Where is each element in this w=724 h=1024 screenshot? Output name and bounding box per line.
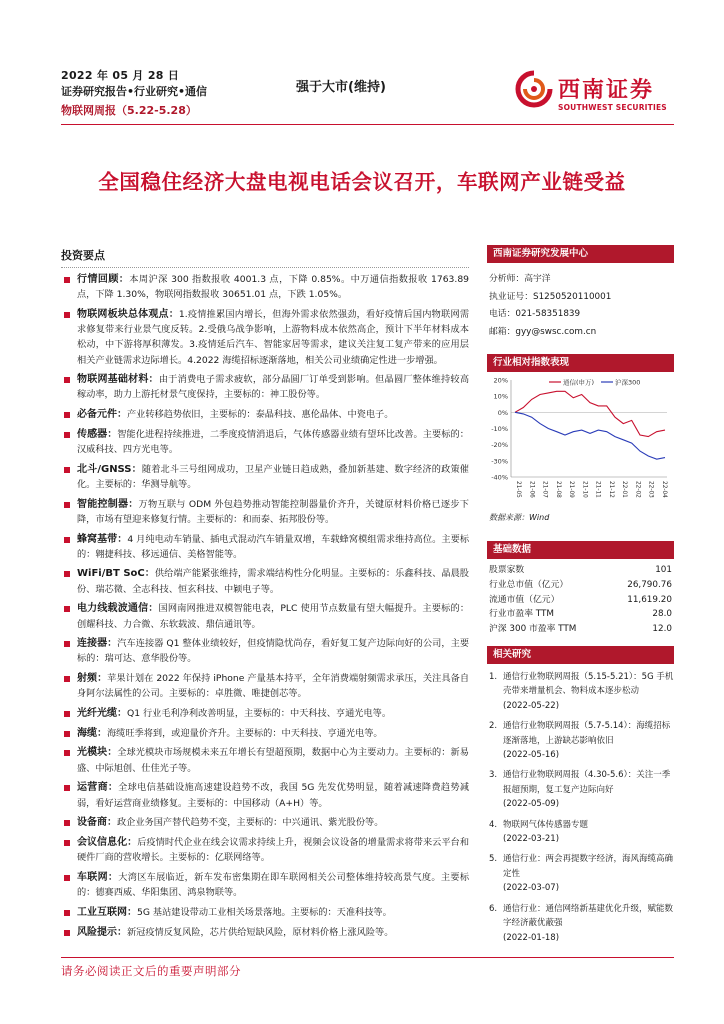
index-chart-title: 行业相对指数表现 [487,354,674,372]
industry-rating: 强于大市(维持) [296,80,386,95]
point-text: 产业转移趋势依旧，主要标的：泰晶科技、惠伦晶体、中瓷电子。 [127,409,394,421]
footer-divider [61,957,674,958]
point-item [61,870,469,900]
bullet-square-icon [64,277,70,283]
report-date: 2022 年 05 月 28 日 [61,69,180,82]
point-item [61,532,469,562]
analyst-license: 执业证号：S1250520110001 [489,291,612,302]
point-item [61,372,469,402]
basic-data-label: 流通市值（亿元） [489,594,560,605]
report-subtitle: 物联网周报（5.22-5.28） [61,104,197,117]
footer-disclaimer: 请务必阅读正文后的重要声明部分 [61,964,241,978]
bullet-square-icon [64,785,70,791]
y-tick-label: 10% [493,392,508,401]
point-item [61,745,469,775]
bullet-square-icon [64,820,70,826]
point-text: Q1 行业毛利净利改善明显，主要标的：中天科技、亨通光电等。 [127,708,392,720]
related-text: 通信行业：通信网络新基建优化升级，赋能数字经济蔽优蔽强 [503,903,674,929]
point-lead: 蜂窝基带： [77,533,128,545]
x-tick-label: 21-07 [541,481,548,498]
point-text: 后疫情时代企业在线会议需求持续上升，视频会议设备的增量需求将带来云平台和硬件厂商的营收增长。主要标的：亿联网络等。 [77,837,470,864]
basic-data-title: 基础数据 [487,541,674,559]
related-number: 5. [489,854,498,865]
report-path: 证券研究报告•行业研究•通信 [61,85,208,98]
point-item [61,427,469,457]
bullet-square-icon [64,676,70,682]
related-date: (2022-01-18) [503,932,560,943]
y-tick-label: -20% [491,441,508,450]
bullet-square-icon [64,750,70,756]
point-text: 新冠疫情反复风险，芯片供给短缺风险，原材料价格上涨风险等。 [127,926,394,938]
bullet-square-icon [64,467,70,473]
basic-data-table [487,563,674,637]
related-text: 通信行业物联网周报（4.30-5.6）：关注一季报超预期，复工复产边际向好 [503,770,671,795]
point-lead: 必备元件： [77,409,127,421]
point-item [61,307,469,368]
point-text: 汽车连接器 Q1 整体业绩较好，但疫情隐忧尚存，看好复工复产边际向好的公司，主要标的：瑞可达、意华股份等。 [77,638,470,665]
related-box [487,646,674,951]
point-text: 万物互联与 ODM 外包趋势推动智能控制器量价齐升，关键原材料价格已逐步下降，市场有望迎来修复行情。主要标的：和而泰、拓邦股份等。 [77,498,469,525]
point-lead: 传感器： [77,428,118,440]
point-text: 5G 基站建设带动工业相关场景落地。主要标的：天准科技等。 [137,906,392,918]
bullet-square-icon [64,571,70,577]
logo-text-en: SOUTHWEST SECURITIES [558,103,667,112]
company-logo [514,67,674,119]
chart-source: 数据来源：Wind [489,513,550,522]
index-chart-svg [487,372,674,512]
basic-data-value: 101 [655,565,672,575]
related-item[interactable] [487,902,674,945]
point-lead: 光纤光缆： [77,708,127,720]
logo-swirl-icon [514,69,554,109]
point-item [61,815,469,830]
bullet-square-icon [64,377,70,383]
related-date: (2022-05-16) [503,750,560,761]
basic-data-row [487,578,674,593]
x-tick-label: 21-08 [554,481,561,498]
index-title-box [487,354,674,372]
point-lead: 运营商： [77,782,119,794]
basic-data-row [487,593,674,608]
legend-label: 通信(申万) [563,378,595,387]
bullet-square-icon [64,502,70,508]
header-divider [61,124,674,125]
point-text: 4 月纯电动车销量、插电式混动汽车销量双增，车载蜂窝模组需求维持高位。主要标的：翱捷科技、移远通信、美格智能等。 [77,533,470,560]
related-text: 通信行业：两会再提数字经济，海风海缆高确定性 [503,854,674,879]
y-tick-label: -40% [491,473,508,482]
related-text: 通信行业物联网周报（5.7-5.14）：海缆招标逐渐落地，上游缺芯影响依旧 [503,721,671,746]
related-list [487,670,674,945]
basic-data-label: 股票家数 [489,565,525,575]
basic-data-label: 行业市盈率 TTM [489,609,554,620]
point-lead: 智能控制器： [77,498,139,510]
bullet-square-icon [64,711,70,717]
point-lead: 光模块： [77,747,118,759]
point-text: 智能化进程持续推进，二季度疫情消退后，气体传感器业绩有望环比改善。主要标的：汉威科技、四方光电等。 [77,428,469,456]
bullet-square-icon [64,432,70,438]
bullet-square-icon [64,606,70,612]
point-lead: 会议信息化： [77,837,138,848]
point-text: 全球光模块市场规模未来五年增长有望超预期，数据中心为主要动力。主要标的：新易盛、中际旭创、仕佳光子等。 [77,747,469,774]
points-list [61,272,469,940]
institute-title: 西南证券研究发展中心 [487,245,674,263]
point-item [61,905,469,920]
related-number: 6. [489,903,498,914]
bullet-square-icon [64,930,70,936]
related-date: (2022-05-22) [503,700,560,711]
bullet-square-icon [64,412,70,418]
x-tick-label: 21-06 [528,481,535,498]
basic-data-row [487,622,674,637]
x-tick-label: 21-09 [568,481,575,498]
basic-data-value: 26,790.76 [627,579,672,590]
point-text: 国网南网推进双模智能电表，PLC 使用节点数量有望大幅提升。主要标的：创耀科技、力合微、东软载波、鼎信通讯等。 [77,603,470,630]
point-text: 全球电信基础设施高速建设趋势不改，我国 5G 先发优势明显，随着减速降费趋势减弱，看好运营商业绩修复。主要标的：中国移动（A+H）等。 [77,782,470,809]
related-number: 2. [489,721,498,732]
x-tick-label: 21-12 [607,481,614,498]
section-title: 投资要点 [61,246,469,268]
point-item [61,780,469,810]
point-text: 随着北斗三号组网成功，卫星产业链日趋成熟，叠加新基建、数字经济的政策催化。主要标的：华测导航等。 [77,463,469,490]
point-item [61,462,469,492]
related-text: 物联网气体传感器专题 [503,819,589,830]
bullet-square-icon [64,731,70,737]
related-date: (2022-05-09) [503,799,560,810]
x-tick-label: 22-02 [634,481,641,498]
y-tick-label: 20% [493,376,508,385]
basic-data-value: 12.0 [652,624,672,635]
related-number: 1. [489,672,498,682]
point-text: 本周沪深 300 指数报收 4001.3 点，下降 0.85%。中万通信指数报收 1763.89 点，下降 1.30%，物联网指数报收 30651.01 点，下跌 1.05%。 [77,274,470,301]
institute-box [487,245,674,341]
related-text: 通信行业物联网周报（5.15-5.21）：5G 手机壳带来增量机会、物料成本逐步松动 [503,672,674,697]
point-text: 大湾区车展临近，新车发布密集期在即车联网相关公司整体维持较高景气度。主要标的：德赛西威、华阳集团、鸿泉物联等。 [77,871,470,899]
related-item[interactable] [487,768,674,811]
basic-data-label: 行业总市值（亿元） [489,579,569,590]
point-lead: 海缆： [77,727,107,739]
basic-data-row [487,563,674,578]
point-item [61,636,469,666]
point-text: 政企业务国产替代趋势不变，主要标的：中兴通讯、紫光股份等。 [117,817,384,829]
basic-data-row [487,607,674,622]
point-lead: 工业互联网： [77,906,137,918]
x-tick-label: 21-05 [515,481,521,498]
basic-data-box [487,541,674,637]
analyst-name: 分析师：高宇洋 [489,274,551,284]
basic-data-value: 28.0 [652,609,672,620]
point-item [61,566,469,596]
x-tick-label: 21-10 [581,481,588,498]
report-header [61,68,207,120]
y-tick-label: -30% [491,457,508,466]
point-lead: 风险提示： [77,926,127,938]
point-item [61,726,469,741]
point-item [61,925,469,940]
bullet-square-icon [64,537,70,543]
point-lead: 电力线载波通信： [77,603,159,615]
related-item[interactable] [487,818,674,847]
point-lead: 射频： [77,673,108,685]
point-item [61,671,469,701]
index-chart [487,372,674,512]
point-item [61,835,469,865]
related-item[interactable] [487,670,674,713]
basic-data-label: 沪深 300 市盈率 TTM [489,624,577,635]
analyst-info [487,271,674,341]
point-text: 供给端产能紧张维持，需求端结构性分化明显。主要标的：乐鑫科技、晶晨股份、瑞芯微、全志科技、恒玄科技、中颖电子等。 [77,568,469,595]
point-item [61,272,469,302]
related-number: 3. [489,770,498,781]
point-item [61,706,469,721]
point-lead: 物联网板块总体观点： [77,308,179,320]
point-item [61,407,469,422]
point-lead: 连接器： [77,638,118,650]
point-lead: 设备商： [77,817,117,829]
point-lead: 车联网： [77,871,119,883]
point-lead: 物联网基础材料： [77,374,159,386]
related-date: (2022-03-07) [503,883,560,894]
point-lead: 行情回顾： [77,274,130,285]
investment-points [61,246,469,944]
legend-label: 沪深300 [615,378,641,387]
y-tick-label: -10% [491,425,508,433]
related-title: 相关研究 [487,646,674,664]
point-lead: 北斗/GNSS： [77,463,142,475]
related-number: 4. [489,819,498,830]
analyst-phone: 电话：021-58351839 [489,309,581,319]
point-item [61,497,469,527]
related-date: (2022-03-21) [503,834,560,845]
point-text: 1.疫情推累国内增长，但海外需求依然强劲，看好疫情后国内物联网需求修复带来行业景气度反转。2.受俄乌战争影响，上游物料成本依然高企，预计下半年材料成本松动，中下游将厚积薄发。3.疫情延后汽车、智能家居等需求，建议关注复工复产带来的应用层相关产业链需求边际增长。4.2022 海缆招标逐渐落地，相关公司业绩确定性进一步增强。 [77,308,470,366]
point-text: 由于消费电子需求疲软，部分晶圆厂订单受到影响。但晶圆厂整体维持较高稼动率，助力上游托材景气度保持，主要标的：神工股份等。 [77,374,470,401]
bullet-square-icon [64,312,70,318]
x-tick-label: 21-11 [594,481,601,498]
x-tick-label: 22-03 [647,481,654,498]
bullet-square-icon [64,840,70,846]
y-tick-label: 0% [497,408,508,417]
bullet-square-icon [64,910,70,916]
report-title: 全国稳住经济大盘电视电话会议召开，车联网产业链受益 [98,170,626,194]
related-item[interactable] [487,719,674,762]
x-tick-label: 22-04 [661,481,667,498]
logo-text-cn: 西南证券 [558,77,655,103]
x-tick-label: 22-01 [621,481,628,498]
point-text: 苹果计划在 2022 年保持 iPhone 产量基本持平，全年消费端射频需求承压，关注具备自身阿尔法属性的公司。主要标的：卓胜微、唯捷创芯等。 [77,673,470,700]
series-line-0 [515,391,665,436]
bullet-square-icon [64,641,70,647]
bullet-square-icon [64,875,70,881]
analyst-email[interactable]: 邮箱：gyy@swsc.com.cn [489,326,597,337]
basic-data-value: 11,619.20 [627,594,672,605]
related-item[interactable] [487,852,674,895]
point-text: 海缆旺季将到，或迎量价齐升。主要标的：中天科技、亨通光电等。 [107,727,383,739]
point-item [61,601,469,631]
point-lead: WiFi/BT SoC： [77,568,155,580]
